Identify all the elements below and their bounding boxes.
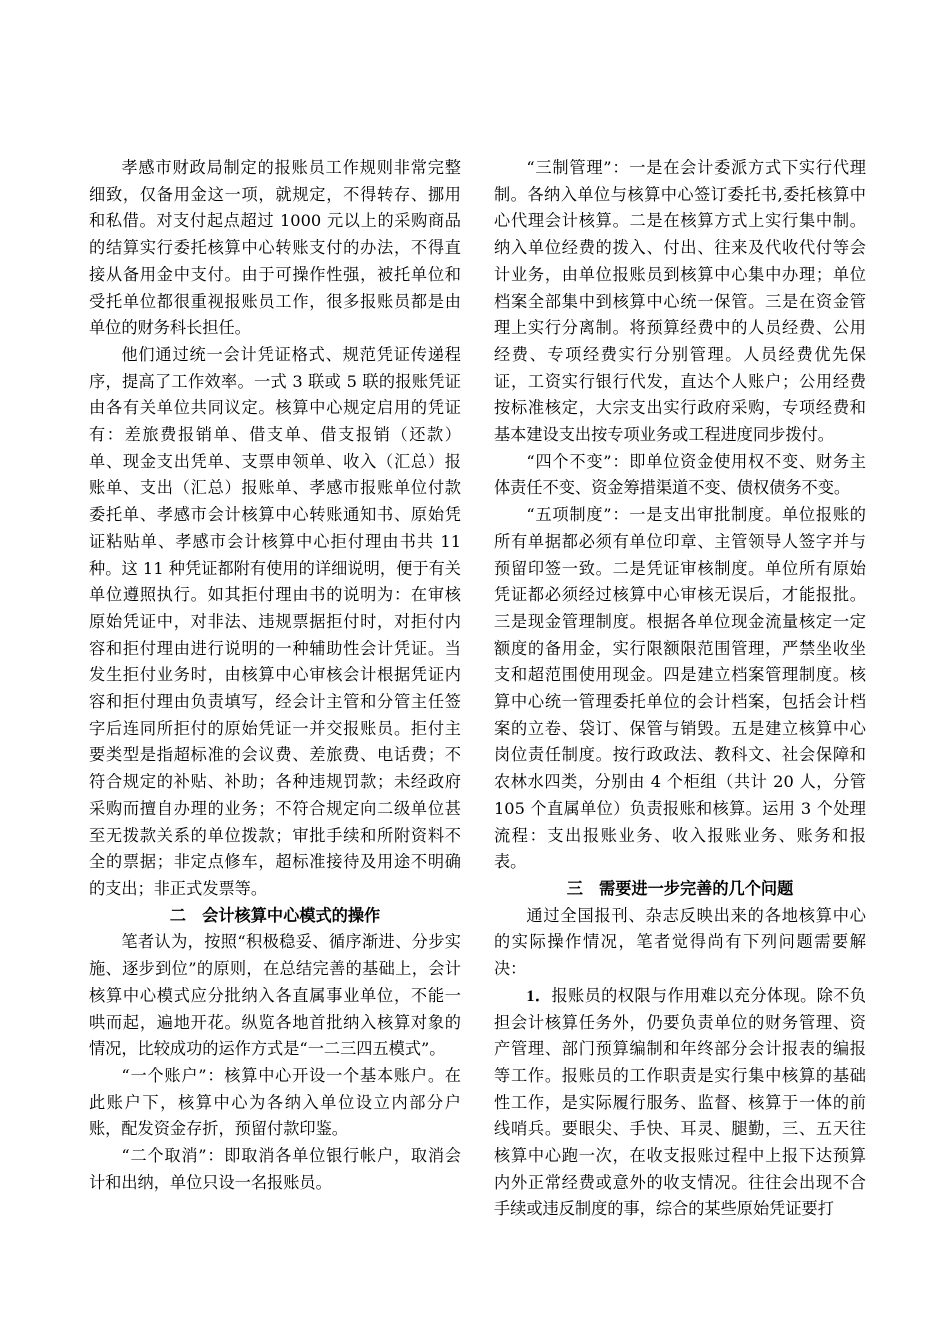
section-heading: 三 需要进一步完善的几个问题	[566, 878, 794, 898]
paragraph-text: 报账员的权限与作用难以充分体现。除不负担会计核算任务外，仍要负责单位的财务管理、资产管理、部门预算编制和年终部分会计报表的编报等工作。报账员的工作职责是实行集中核算的基础性工作，是实际履行服务、监督、核算于一体的前线哨兵。要眼尖、手快、耳灵、腿勤，三、五天往核算中心跑一次，在收支报账过程中上报下达预算内外正常经费或意外的收支情况。往往会出现不合手续或违反制度的事，综合的某些原始凭证要打	[494, 985, 867, 1219]
left-column	[89, 155, 461, 1196]
paragraph: 通过全国报刊、杂志反映出来的各地核算中心的实际操作情况，笔者觉得尚有下列问题需要解决：	[494, 905, 866, 979]
paragraph: 孝感市财政局制定的报账员工作规则非常完整细致，仅备用金这一项，就规定，不得转存、挪用和私借。对支付起点超过 1000 元以上的采购商品的结算实行委托核算中心转账支付的办法，不得直接从备用金中支付。由于可操作性强，被托单位和受托单位都很重视报账员工作，很多报账员都是由单位的财务科长担任。	[89, 158, 461, 338]
numbered-paragraph	[494, 983, 866, 1223]
paragraph: 他们通过统一会计凭证格式、规范凭证传递程序，提高了工作效率。一式 3 联或 5 联的报账凭证由各有关单位共同议定。核算中心规定启用的凭证有：差旅费报销单、借支单、借支报销（还款）单、现金支出凭单、支票申领单、收入（汇总）报账单、支出（汇总）报账单、孝感市报账单位付款委托单、孝感市会计核算中心转账通知书、原始凭证粘贴单、孝感市会计核算中心拒付理由书共 11 种。这 11 种凭证都附有使用的详细说明，便于有关单位遵照执行。如其拒付理由书的说明为：在审核原始凭证中，对非法、违规票据拒付时，对拒付内容和拒付理由进行说明的一种辅助性会计凭证。当发生拒付业务时，由核算中心审核会计根据凭证内容和拒付理由负责填写，经会计主管和分管主任签字后连同所拒付的原始凭证一并交报账员。拒付主要类型是指超标准的会议费、差旅费、电话费；不符合规定的补贴、补助；各种违规罚款；未经政府采购而擅自办理的业务；不符合规定向二级单位甚至无拨款关系的单位拨款；审批手续和所附资料不全的票据；非定点修车，超标准接待及用途不明确的支出；非正式发票等。	[89, 344, 461, 898]
paragraph: 笔者认为，按照“积极稳妥、循序渐进、分步实施、逐步到位”的原则，在总结完善的基础上，会计核算中心模式应分批纳入各直属事业单位，不能一哄而起，遍地开花。纵览各地首批纳入核算对象的情况，比较成功的运作方式是“一二三四五模式”。	[89, 932, 461, 1059]
paragraph: “四个不变”：即单位资金使用权不变、财务主体责任不变、资金筹措渠道不变、债权债务不变。	[494, 451, 866, 498]
section-heading: 二 会计核算中心模式的操作	[169, 905, 381, 925]
item-number: 1．	[526, 986, 552, 1005]
paragraph: “一个账户”：核算中心开设一个基本账户。在此账户下，核算中心为各纳入单位设立内部分户账，配发资金存折，预留付款印鉴。	[89, 1065, 461, 1139]
paragraph: “三制管理”：一是在会计委派方式下实行代理制。各纳入单位与核算中心签订委托书,委托核算中心代理会计核算。二是在核算方式上实行集中制。纳入单位经费的拨入、付出、往来及代收代付等会计业务，由单位报账员到核算中心集中办理；单位档案全部集中到核算中心统一保管。三是在资金管理上实行分离制。将预算经费中的人员经费、公用经费、专项经费实行分别管理。人员经费优先保证，工资实行银行代发，直达个人账户；公用经费按标准核定，大宗支出实行政府采购，专项经费和基本建设支出按专项业务或工程进度同步拨付。	[494, 158, 866, 445]
right-column	[494, 155, 866, 1223]
paragraph: “五项制度”：一是支出审批制度。单位报账的所有单据都必须有单位印章、主管领导人签字并与预留印签一致。二是凭证审核制度。单位所有原始凭证都必须经过核算中心审核无误后，才能报批。三是现金管理制度。根据各单位现金流量核定一定额度的备用金，实行限额限范围管理，严禁坐收坐支和超范围使用现金。四是建立档案管理制度。核算中心统一管理委托单位的会计档案，包括会计档案的立卷、袋订、保管与销毁。五是建立核算中心岗位责任制度。按行政政法、教科文、社会保障和农林水四类，分别由 4 个柜组（共计 20 人，分管 105 个直属单位）负责报账和核算。运用 3 个处理流程：支出报账业务、收入报账业务、账务和报表。	[494, 505, 866, 872]
paragraph: “二个取消”：即取消各单位银行帐户，取消会计和出纳，单位只设一名报账员。	[89, 1146, 461, 1192]
